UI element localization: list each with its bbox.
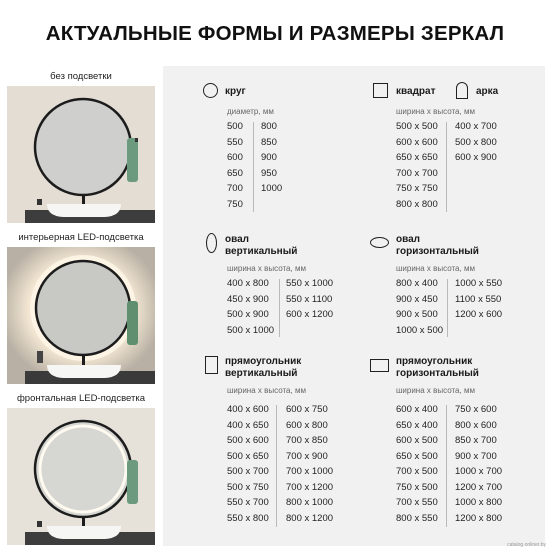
circle-sizes-col2: 800 850 900 950 1000 — [261, 121, 283, 194]
section-title-oval-horizontal: овал горизонтальный — [396, 234, 479, 257]
sizes-panel — [163, 66, 545, 546]
square-sizes-col: 500 х 500 600 х 600 650 х 650 700 х 700 750 х 750 800 х 800 — [396, 121, 438, 210]
subtitle-circle: диаметр, мм — [227, 107, 274, 116]
section-title-rectangle-vertical: прямоугольник вертикальный — [225, 356, 302, 379]
photo-column — [7, 66, 155, 546]
subtitle-rectangle-vertical: ширина х высота, мм — [227, 386, 306, 395]
photo-mirror-front-led — [7, 408, 155, 545]
divider — [276, 405, 277, 527]
section-title-rectangle-horizontal: прямоугольник горизонтальный — [396, 356, 479, 379]
photo-caption-front-led: фронтальная LED-подсветка — [16, 393, 146, 404]
oval-horizontal-sizes-col2: 1000 х 550 1100 х 550 1200 х 600 — [455, 278, 503, 320]
section-title-arch: арка — [476, 86, 499, 97]
circle-shape-icon — [203, 83, 218, 98]
subtitle-oval-vertical: ширина х высота, мм — [227, 264, 306, 273]
divider — [447, 279, 448, 337]
circle-sizes-col1: 500 550 600 650 700 750 — [227, 121, 243, 210]
photo-mirror-interior-led — [7, 247, 155, 384]
rectangle-horizontal-sizes-col1: 600 х 400 650 х 400 600 х 500 650 х 500 700 х 500 750 х 500 700 х 550 800 х 550 — [396, 404, 438, 524]
watermark: catalog.onliner.by — [507, 542, 546, 548]
oval-vertical-sizes-col2: 550 х 1000 550 х 1100 600 х 1200 — [286, 278, 334, 320]
subtitle-oval-horizontal: ширина х высота, мм — [396, 264, 475, 273]
photo-mirror-no-light — [7, 86, 155, 223]
rectangle-vertical-sizes-col2: 600 х 750 600 х 800 700 х 850 700 х 900 700 х 1000 700 х 1200 800 х 1000 800 х 1200 — [286, 404, 334, 524]
divider — [253, 122, 254, 212]
page-title: АКТУАЛЬНЫЕ ФОРМЫ И РАЗМЕРЫ ЗЕРКАЛ — [45, 22, 505, 45]
photo-caption-no-light: без подсветки — [50, 71, 112, 82]
section-title-square: квадрат — [396, 86, 436, 97]
square-shape-icon — [373, 83, 388, 98]
section-title-circle: круг — [225, 86, 246, 97]
oval-vertical-sizes-col1: 400 х 800 450 х 900 500 х 900 500 х 1000 — [227, 278, 275, 336]
subtitle-rectangle-horizontal: ширина х высота, мм — [396, 386, 475, 395]
divider — [279, 279, 280, 337]
subtitle-square: ширина х высота, мм — [396, 107, 475, 116]
arch-shape-icon — [456, 82, 468, 99]
rectangle-vertical-sizes-col1: 400 х 600 400 х 650 500 х 600 500 х 650 500 х 700 500 х 750 550 х 700 550 х 800 — [227, 404, 269, 524]
section-title-oval-vertical: овал вертикальный — [225, 234, 298, 257]
oval-horizontal-shape-icon — [370, 237, 389, 248]
rectangle-vertical-shape-icon — [205, 356, 218, 374]
oval-horizontal-sizes-col1: 800 х 400 900 х 450 900 х 500 1000 х 500 — [396, 278, 444, 336]
rectangle-horizontal-shape-icon — [370, 359, 389, 372]
oval-vertical-shape-icon — [206, 233, 217, 253]
arch-sizes-col: 400 х 700 500 х 800 600 х 900 — [455, 121, 497, 163]
rectangle-horizontal-sizes-col2: 750 х 600 800 х 600 850 х 700 900 х 700 1000 х 700 1200 х 700 1000 х 800 1200 х 800 — [455, 404, 503, 524]
divider — [446, 405, 447, 527]
photo-caption-interior-led: интерьерная LED-подсветка — [18, 232, 144, 243]
divider — [446, 122, 447, 212]
